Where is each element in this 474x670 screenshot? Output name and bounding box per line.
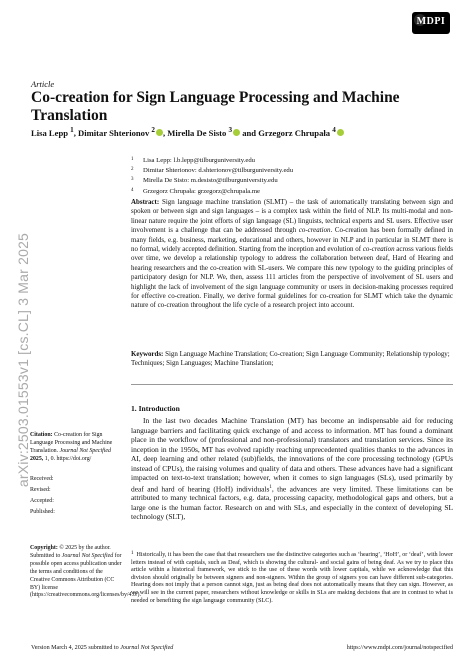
mdpi-logo: MDPI bbox=[412, 12, 450, 34]
paragraph: In the last two decades Machine Translation (MT) has become an indispensable aid for reducing language barriers and facilitating quick exchange of and access to information. MT has found a dominant place in the workflow of (professional and non-professional) translators and translation services. Since its inception in the 1950s, MT has evolved rapidly reaching unprecedented qualities thanks to the advances in AI, deep learning and other related (sub)fields, the innovations of the core processing technology (GPUs instead of CPUs), the raising volumes and quality of data and others. These advances have had a significant impacted on text-to-text translation; however, when it comes to sign languages (SLs), used primarily by deaf and hard of hearing (HoH) individuals$^1$, the advances are very limited. These limitations can be attributed to many technical factors, e.g. data, processing capacity, methodological gaps and others, but a large one is the human factor. Research on and with SLs, and especially in the context of developing SL technology (SLT), bbox=[131, 416, 453, 522]
abstract-label: Abstract: bbox=[131, 198, 160, 206]
journal-url[interactable]: https://www.mdpi.com/journal/notspecified bbox=[346, 645, 453, 651]
footnote-marker[interactable]: 1 bbox=[269, 484, 272, 490]
orcid-icon[interactable] bbox=[156, 129, 163, 136]
keywords: Keywords: Sign Language Machine Translation; Co-creation; Sign Language Community; Relationship typology; Techniques; Sign Languages; Machine Translation; bbox=[131, 350, 450, 368]
body-text bbox=[131, 416, 453, 522]
arxiv-stamp: arXiv:2503.01553v1 [cs.CL] 3 Mar 2025 bbox=[15, 232, 31, 488]
affiliation-item: 4 Grzegorz Chrupała: grzegorz@chrupala.me bbox=[131, 187, 261, 195]
page-footer: Version March 4, 2025 submitted to Journal Not Specified https://www.mdpi.com/journal/notspecified bbox=[31, 645, 453, 651]
divider bbox=[131, 384, 453, 385]
paper-title: Co-creation for Sign Language Processing and Machine Translation bbox=[31, 89, 400, 124]
dates-block: Received: Revised: Accepted: Published: bbox=[30, 476, 55, 515]
license-link[interactable]: for possible open access publication under the terms and conditions of the Creative Commons Attribution (CC BY) license (https://creativecommons.org/licenses/by/4.0/). bbox=[30, 552, 141, 599]
author-name: Mirella De Sisto bbox=[167, 127, 227, 138]
article-type: Article bbox=[31, 79, 55, 89]
keywords-label: Keywords: bbox=[131, 350, 164, 358]
section-heading: 1. Introduction bbox=[131, 404, 180, 413]
author-name: Lisa Lepp bbox=[31, 127, 69, 138]
affiliations bbox=[131, 155, 451, 196]
footnote: $^1$ Historically, it has been the case that that researchers use the distinctive categories such as ‘hearing’, ‘HoH’, or ‘deaf’, with lower letters instead of with capitals, such as Deaf, which is showing the cultural- and social gains of being deaf. As we try to place this article within a historical framework, we stick to the use of these words with lower capitals, while we acknowledge that this division should originally be between signers and non-signers. Within the group of signers you can have different sub-categories. Hearing does not imply that a person cannot sign, just as being deaf does not automatically means that they can sign. However, as we will see in the current paper, researchers without knowledge or skills in SLs are making decisions that are in contrast to what is needed or benefiting the sign language community (SLC). bbox=[131, 551, 453, 604]
affiliation-item: 2 Dimitar Shterionov: d.shterionov@tilburguniversity.edu bbox=[131, 167, 294, 175]
citation-block: Citation: Co-creation for Sign Language Processing and Machine Translation. Journal Not Specified 2025, 1, 0. https://doi.org/ bbox=[30, 432, 113, 462]
author-list: Lisa Lepp $^1$, Dimitar Shterionov $^2$ , Mirella De Sisto $^3$ and Grzegorz Chrupała $^4$ bbox=[31, 126, 451, 138]
copyright-block: Copyright: © 2025 by the author. Submitted to Journal Not Specified for possible open access publication under the terms and conditions of the Creative Commons Attribution (CC BY) license (https://creativecommons.org/licenses/by/4.0/). bbox=[30, 545, 141, 599]
affiliation-item: 1 Lisa Lepp: l.b.lepp@tilburguniversity.edu bbox=[131, 157, 256, 164]
orcid-icon[interactable] bbox=[337, 129, 344, 136]
doi-link[interactable]: 1, 0. https://doi.org/ bbox=[44, 455, 92, 462]
abstract: Abstract: Sign language machine translation (SLMT) – the task of automatically translating between sign and spoken or between sign and sign languages – is a complex task within the field of NLP. Its multi-modal and non-linear nature require the joint efforts of sign language (SL) linguists, technical experts and SL users. Effective user involvement is a challenge that can be addressed through co-creation. Co-creation has been formally defined in many fields, e.g. business, marketing, educational and others, however in NLP and in particular in SLMT there is no formal, widely accepted definition. Starting from the inception and evolution of co-creation across various fields over time, we develop a relationship typology to address the collaboration between deaf, Hard of Hearing and hearing researchers and the co-creation with SL-users. We compare this new typology to the guiding principles of participatory design for NLP. We, then, assess 111 articles from the perspective of involvement of SL users and highlight the lack of involvement of the sign language community or users in decision-making processes required for effective co-creation. Finally, we derive formal guidelines for co-creation for SLMT which take the dynamic nature of co-creation throughout the life cycle of a research project into account. bbox=[131, 198, 453, 310]
author-name: Dimitar Shterionov bbox=[78, 127, 150, 138]
affiliation-item: 3 Mirella De Sisto: m.desisto@tilburguniversity.edu bbox=[131, 177, 278, 185]
author-name: Grzegorz Chrupała bbox=[258, 127, 331, 138]
